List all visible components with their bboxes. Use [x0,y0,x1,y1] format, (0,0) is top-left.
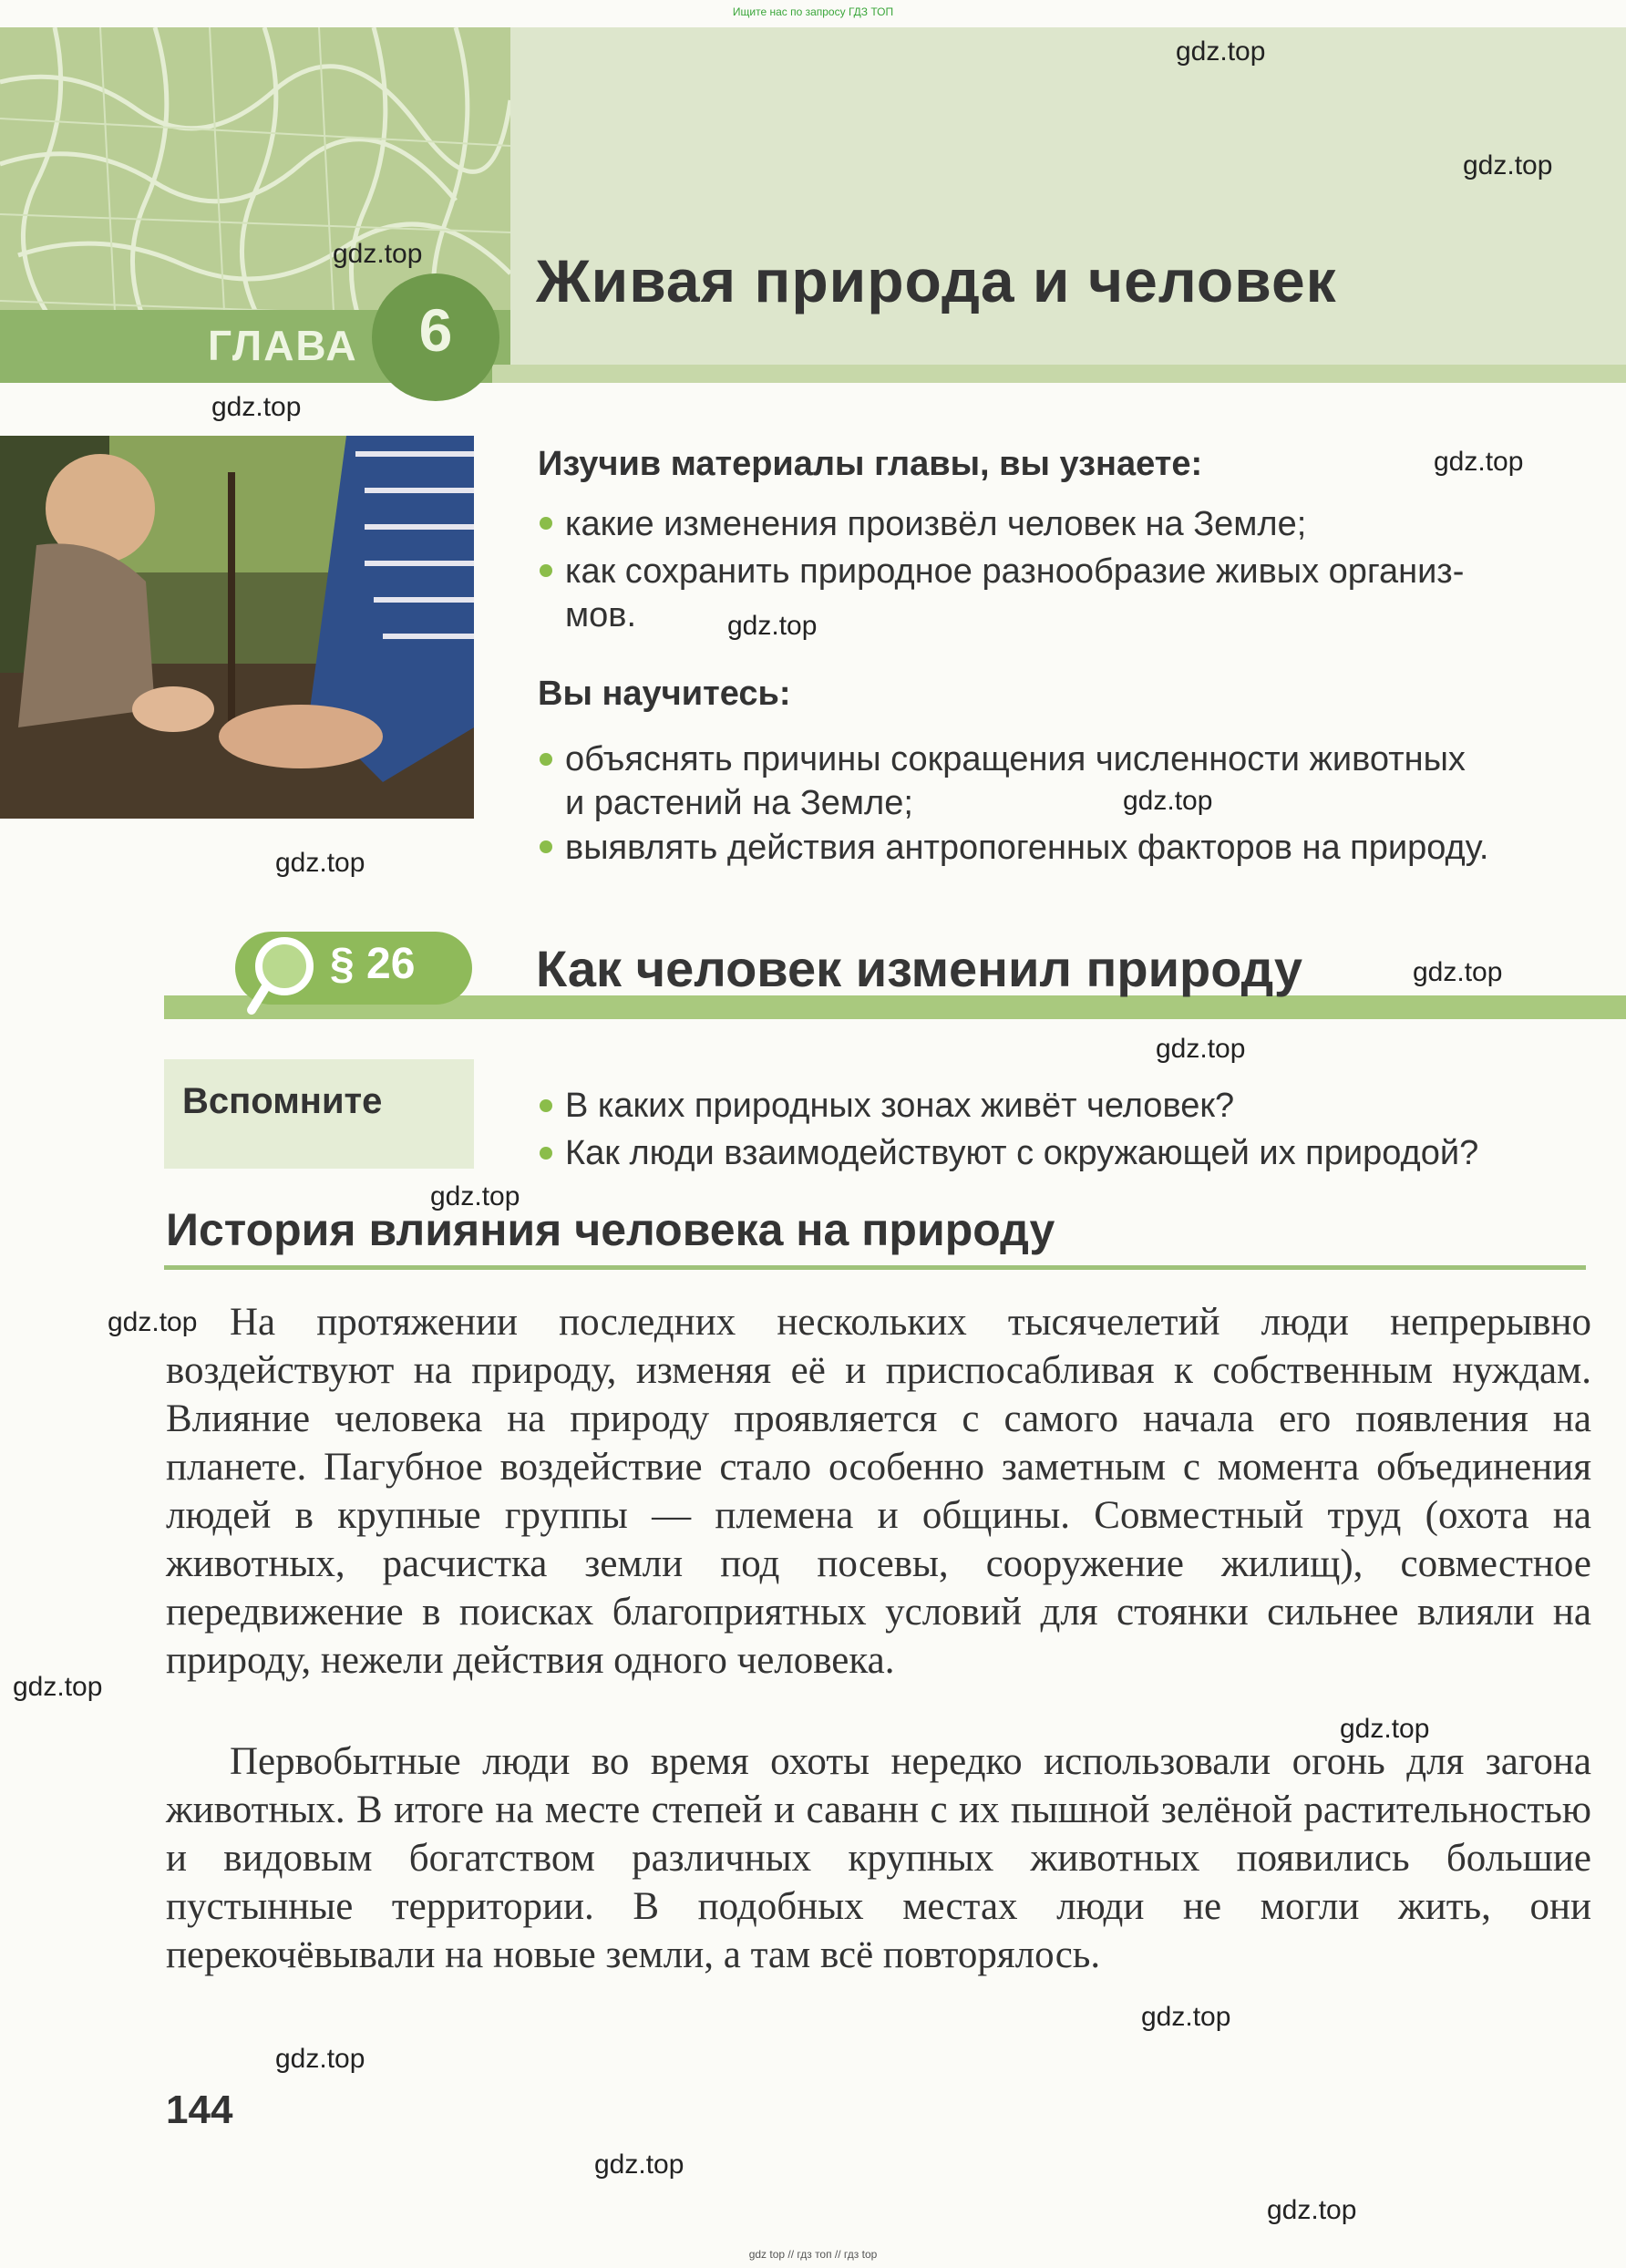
top-note: Ищите нас по запросу ГДЗ ТОП [732,5,894,18]
learn-item: какие изменения произвёл человек на Земле; [565,505,1307,543]
bullet-dot [540,753,552,766]
watermark: gdz.top [275,2044,365,2074]
watermark: gdz.top [1141,2002,1231,2032]
watermark: gdz.top [13,1672,103,1702]
paragraph: На протяжении последних нескольких тысячелетий люди непрерывно воздействуют на природу, изменяя её и приспосабливая к собственным нуждам. Влияние человека на природу проявляется с самого начала его появления на планете. Пагубное воздействие стало особенно заметным с момента объединения людей в крупные группы — племена и общины. Совместный труд (охота на животных, расчистка земли под посевы, сооружение жилищ), совместное передвижение в поисках благоприятных условий для стоянки сильнее влияли на природу, нежели действия одного человека. [166,1301,1591,1682]
bullet-dot [540,564,552,577]
recall-label: Вспомните [182,1081,383,1121]
photo-planting-tree [0,436,474,819]
chapter-number: 6 [418,296,453,364]
subheading: История влияния человека на природу [166,1204,1055,1255]
watermark: gdz.top [1176,36,1266,67]
chapter-label: ГЛАВА [208,322,358,369]
watermark: gdz.top [1267,2195,1357,2225]
watermark: gdz.top [1434,447,1524,477]
skills-heading: Вы научитесь: [538,675,791,713]
watermark: gdz.top [1413,957,1503,987]
recall-item: В каких природных зонах живёт человек? [565,1087,1235,1125]
bullet-dot [540,517,552,530]
bullet-dot [540,840,552,853]
watermark: gdz.top [594,2149,684,2180]
watermark: gdz.top [333,239,423,269]
chapter-title: Живая природа и человек [536,247,1337,314]
section-number: § 26 [330,940,416,988]
watermark: gdz.top [275,848,365,878]
header-divider [492,365,1626,383]
learn-item-continued: мов. [565,596,637,634]
skill-item-continued: и растений на Земле; [565,784,913,822]
recall-item: Как люди взаимодействуют с окружающей их природой? [565,1134,1479,1172]
watermark: gdz.top [727,611,818,641]
skill-item: выявлять действия антропогенных факторов на природу. [565,829,1489,867]
watermark: gdz.top [430,1181,520,1211]
subheading-underline [164,1265,1586,1270]
page-number: 144 [166,2088,233,2132]
watermark: gdz.top [1123,786,1213,816]
bullet-dot [540,1147,552,1160]
skill-item: объяснять причины сокращения численности животных [565,740,1466,778]
magnifier-icon [244,928,326,1024]
paragraph: Первобытные люди во время охоты нередко использовали огонь для загона животных. В итоге на месте степей и саванн с их пышной зелёной растительностью и видовым богатством различных крупных животных появились большие пустынные территории. В подобных местах люди не могли жить, они перекочёвывали на новые земли, а там всё повторялось. [166,1740,1591,1976]
bottom-note: gdz top // гдз топ // гдз top [748,2248,878,2261]
watermark: gdz.top [211,392,302,422]
watermark: gdz.top [108,1307,198,1337]
watermark: gdz.top [1463,150,1553,180]
watermark: gdz.top [1340,1714,1430,1744]
learn-heading: Изучив материалы главы, вы узнаете: [538,445,1203,483]
watermark: gdz.top [1156,1034,1246,1064]
bullet-dot [540,1099,552,1112]
section-title: Как человек изменил природу [536,940,1303,997]
learn-item: как сохранить природное разнообразие живых организ- [565,552,1465,591]
